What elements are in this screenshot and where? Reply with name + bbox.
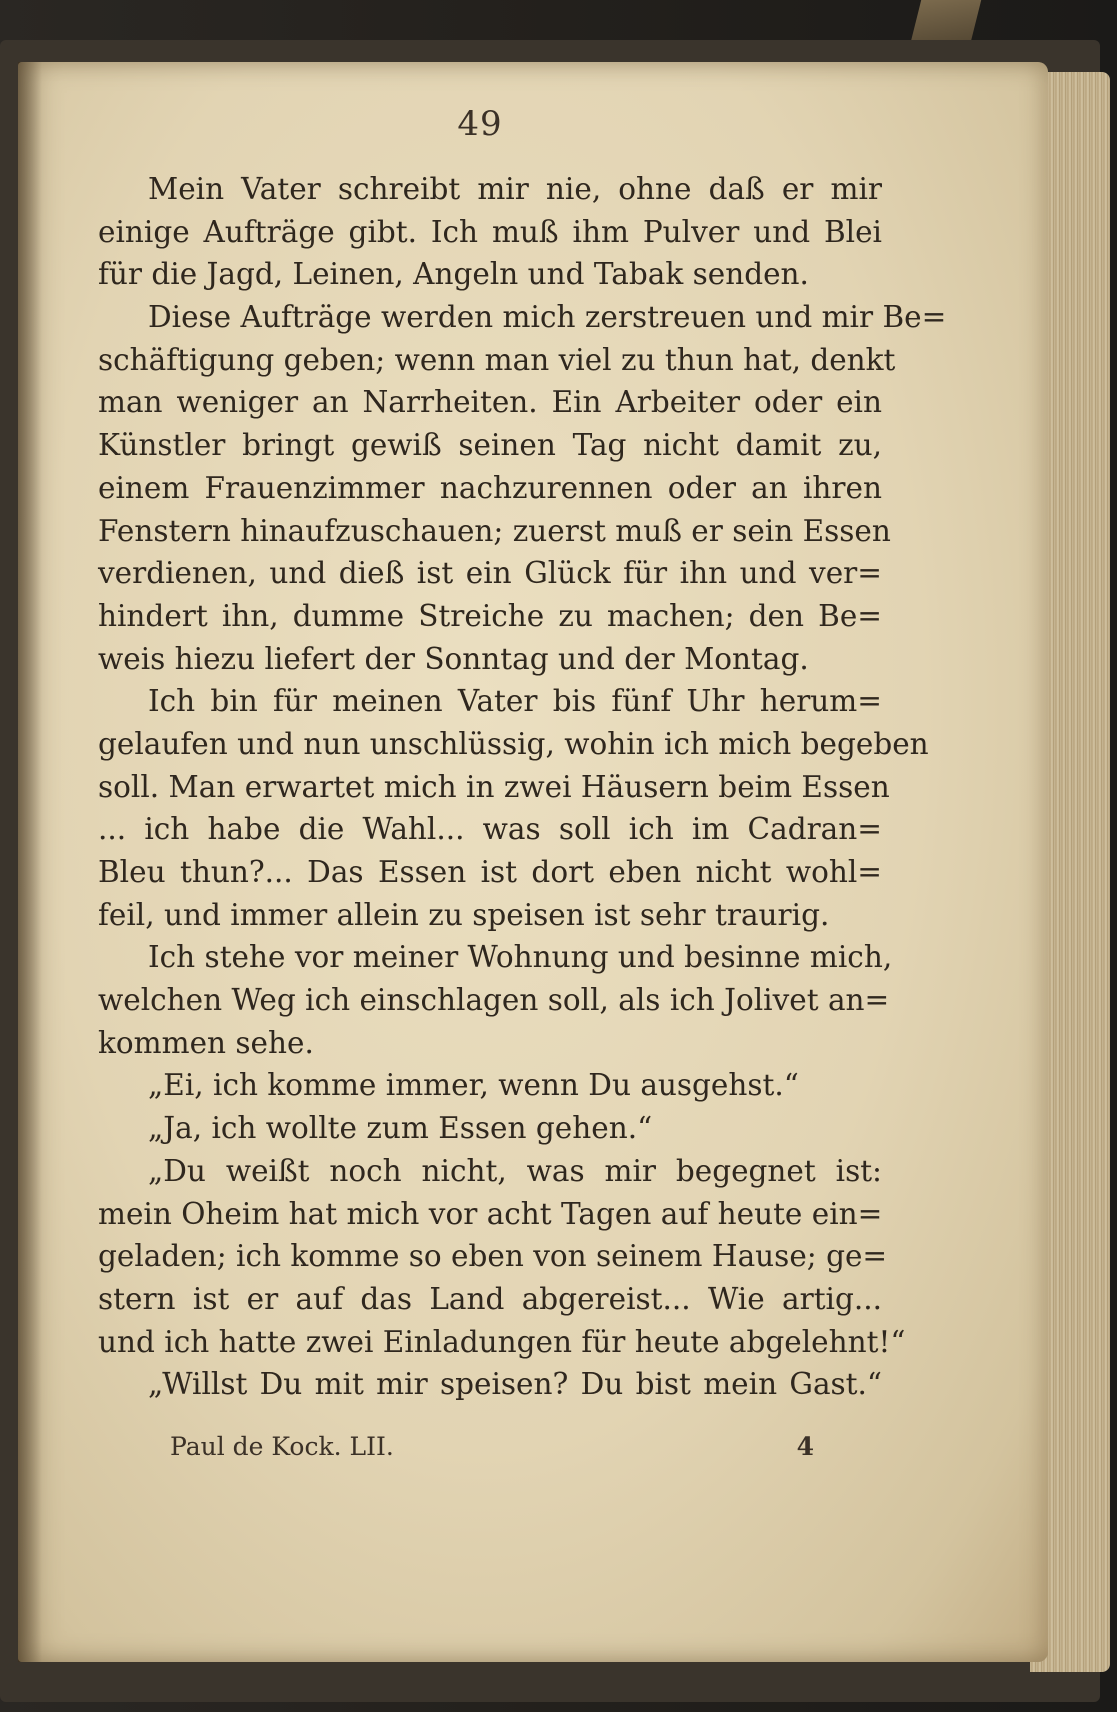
page-footer (170, 1432, 850, 1472)
text-line: Ich stehe vor meiner Wohnung und besinne mich, (148, 940, 893, 975)
text-line: geladen; ich komme so eben von seinem Hause; ge= (98, 1239, 888, 1274)
text-line: Bleu thun?... Das Essen ist dort eben nicht wohl= (98, 855, 882, 889)
text-line: weis hiezu liefert der Sonntag und der Montag. (98, 641, 809, 676)
text-line: feil, und immer allein zu speisen ist sehr traurig. (98, 897, 830, 932)
text-line: Mein Vater schreibt mir nie, ohne daß er mir (148, 172, 882, 206)
text-line: Ich bin für meinen Vater bis fünf Uhr herum= (148, 684, 882, 719)
text-line: stern ist er auf das Land abgereist... Wie artig... (98, 1281, 882, 1316)
text-line: „Willst Du mit mir speisen? Du bist mein Gast.“ (148, 1367, 882, 1402)
text-line: für die Jagd, Leinen, Angeln und Tabak senden. (98, 257, 809, 292)
body-text (98, 168, 947, 1406)
text-line: schäftigung geben; wenn man viel zu thun hat, denkt (98, 342, 896, 377)
page-number: 49 (457, 104, 503, 144)
text-line: welchen Weg ich einschlagen soll, als ich Jolivet an= (98, 983, 890, 1018)
footer-signature-mark: 4 (796, 1432, 814, 1461)
text-line: und ich hatte zwei Einladungen für heute abgelehnt!“ (98, 1324, 906, 1359)
text-line: kommen sehe. (98, 1025, 314, 1060)
text-line: „Ei, ich komme immer, wenn Du ausgehst.“ (148, 1068, 799, 1103)
text-line: mein Oheim hat mich vor acht Tagen auf heute ein= (98, 1196, 883, 1231)
footer-author-volume: Paul de Kock. LII. (170, 1432, 394, 1461)
page-gutter-shadow (18, 62, 42, 1662)
text-line: man weniger an Narrheiten. Ein Arbeiter oder ein (98, 385, 882, 420)
text-line: „Ja, ich wollte zum Essen gehen.“ (148, 1111, 653, 1146)
text-line: Fenstern hinaufzuschauen; zuerst muß er sein Essen (98, 513, 891, 548)
text-line: ... ich habe die Wahl... was soll ich im Cadran= (98, 812, 882, 847)
text-line: verdienen, und dieß ist ein Glück für ihn und ver= (98, 556, 882, 591)
text-line: soll. Man erwartet mich in zwei Häusern beim Essen (98, 769, 890, 804)
text-line: einige Aufträge gibt. Ich muß ihm Pulver und Blei (98, 214, 882, 249)
text-line: „Du weißt noch nicht, was mir begegnet ist: (148, 1153, 882, 1188)
text-line: gelaufen und nun unschlüssig, wohin ich mich begeben (98, 726, 929, 761)
text-line: Künstler bringt gewiß seinen Tag nicht damit zu, (98, 428, 882, 463)
text-line: Diese Aufträge werden mich zerstreuen und mir Be= (148, 300, 947, 335)
text-line: hindert ihn, dumme Streiche zu machen; den Be= (98, 598, 882, 633)
text-line: einem Frauenzimmer nachzurennen oder an ihren (98, 470, 882, 505)
